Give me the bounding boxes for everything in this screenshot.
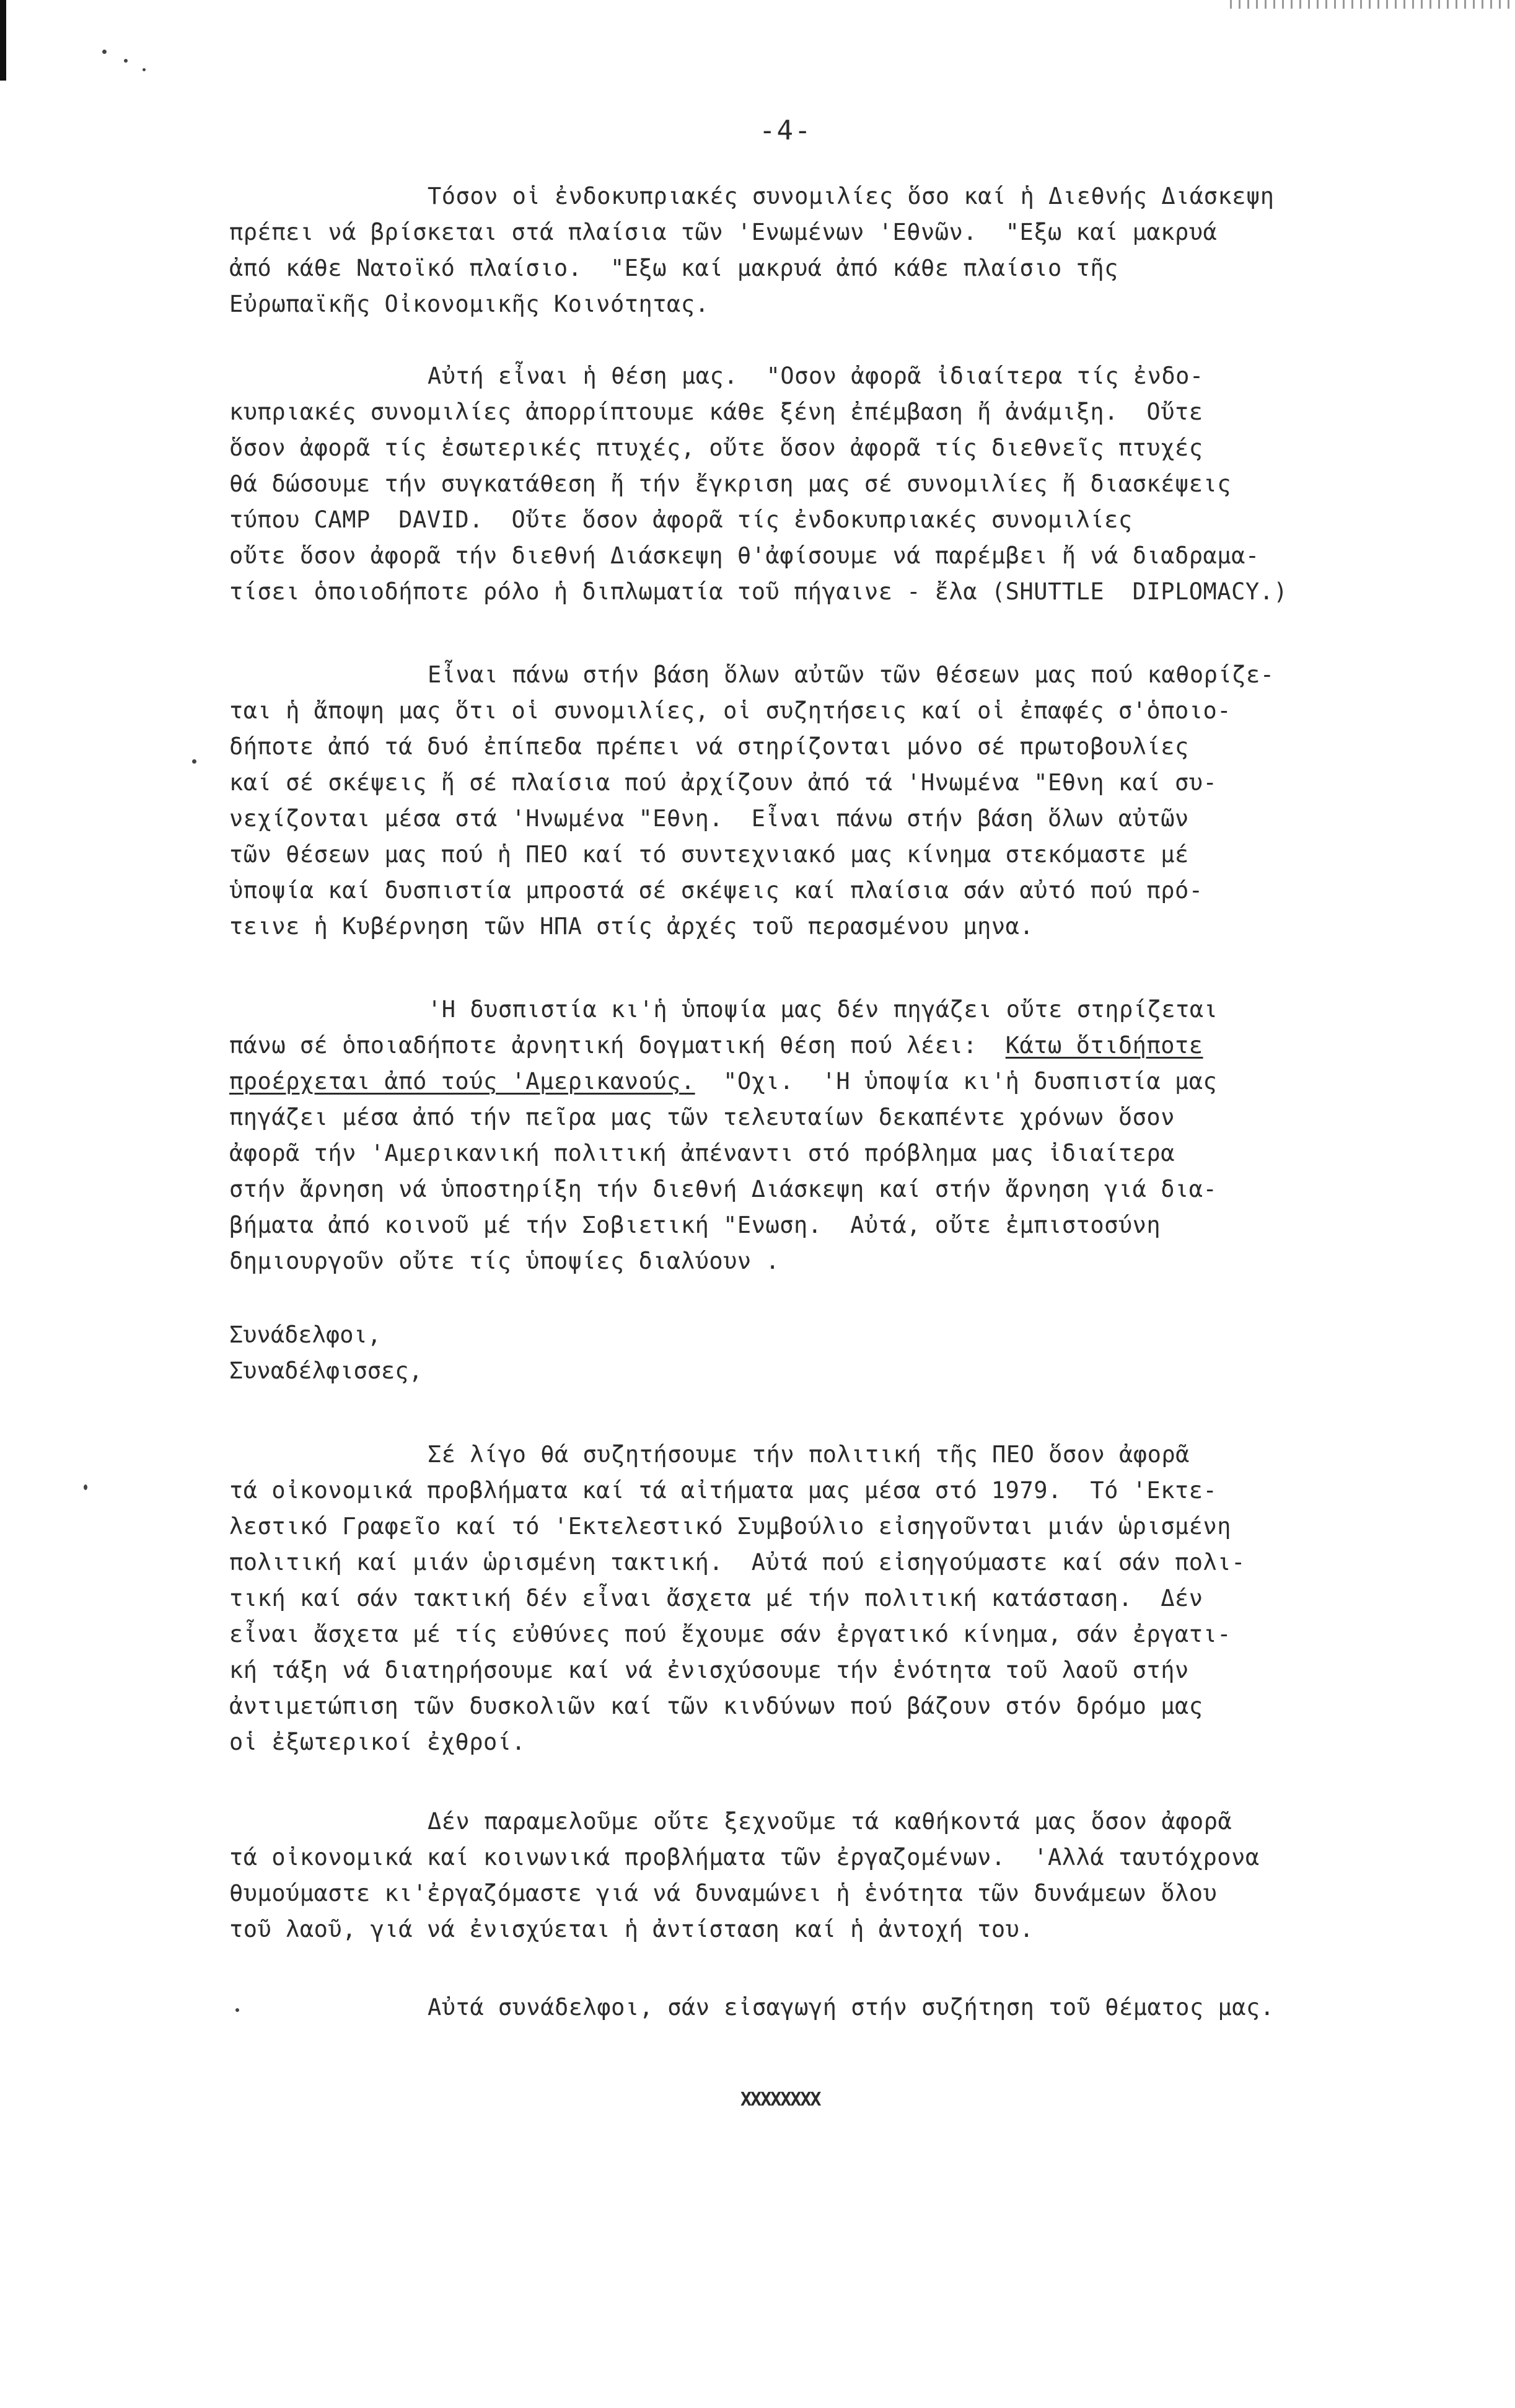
paragraph-2 [229, 358, 1382, 610]
paragraph-line: οὔτε ὅσον ἀφορᾶ τήν διεθνή Διάσκεψη θ'ἀφίσουμε νά παρέμβει ἤ νά διαδραμα- [229, 542, 1260, 569]
paragraph-line: βήματα ἀπό κοινοῦ μέ τήν Σοβιετική "Ενωση. Αὐτά, οὔτε ἐμπιστοσύνη [229, 1212, 1161, 1238]
paragraph-4 [229, 992, 1382, 1279]
paragraph-3 [229, 657, 1382, 945]
paragraph-line: δήποτε ἀπό τά δυό ἐπίπεδα πρέπει νά στηρίζονται μόνο σέ πρωτοβουλίες [229, 733, 1189, 760]
paragraph-1 [229, 179, 1382, 322]
paragraph-line: τύπου CAMP DAVID. Οὔτε ὅσον ἀφορᾶ τίς ἐνδοκυπριακές συνομιλίες [229, 506, 1133, 533]
paragraph-line: πηγάζει μέσα ἀπό τήν πεῖρα μας τῶν τελευταίων δεκαπέντε χρόνων ὅσον [229, 1104, 1175, 1131]
paragraph-line: τῶν θέσεων μας πού ἡ ΠΕΟ καί τό συντεχνιακό μας κίνημα στεκόμαστε μέ [229, 841, 1189, 868]
paragraph-line: ἀφορᾶ τήν 'Αμερικανική πολιτική ἀπέναντι στό πρόβλημα μας ἰδιαίτερα [229, 1140, 1175, 1167]
paragraph-line: κή τάξη νά διατηρήσουμε καί νά ἐνισχύσουμε τήν ἑνότητα τοῦ λαοῦ στήν [229, 1657, 1189, 1683]
underlined-quote: Κάτω ὅτιδήποτε [1005, 1032, 1203, 1059]
scan-speck [192, 759, 196, 764]
paragraph-line: εἶναι ἄσχετα μέ τίς εὐθύνες πού ἔχουμε σάν ἐργατικό κίνημα, σάν ἐργατι- [229, 1621, 1232, 1647]
scan-speck [143, 68, 146, 71]
paragraph-line: ὅσον ἀφορᾶ τίς ἐσωτερικές πτυχές, οὔτε ὅσον ἀφορᾶ τίς διεθνεῖς πτυχές [229, 434, 1203, 461]
paragraph-5 [229, 1437, 1382, 1760]
scan-edge-mark [0, 0, 6, 81]
paragraph-line: θά δώσουμε τήν συγκατάθεση ἤ τήν ἔγκριση μας σέ συνομιλίες ἤ διασκέψεις [229, 470, 1232, 497]
paragraph-line: 'Η δυσπιστία κι'ἡ ὑποψία μας δέν πηγάζει οὔτε στηρίζεται [428, 996, 1218, 1023]
paragraph-line: ἀντιμετώπιση τῶν δυσκολιῶν καί τῶν κινδύνων πού βάζουν στόν δρόμο μας [229, 1693, 1203, 1719]
paragraph-line: στήν ἄρνηση νά ὑποστηρίξη τήν διεθνή Διάσκεψη καί στήν ἄρνηση γιά δια- [229, 1176, 1218, 1202]
paragraph-line: πολιτική καί μιάν ὡρισμένη τακτική. Αὐτά πού εἰσηγούμαστε καί σάν πολι- [229, 1549, 1245, 1576]
paragraph-text: "Οχι. 'Η ὑποψία κι'ἡ δυσπιστία μας [695, 1068, 1218, 1095]
scan-speck [124, 59, 128, 63]
paragraph-line [229, 1028, 1382, 1064]
paragraph-line: ται ἡ ἄποψη μας ὅτι οἱ συνομιλίες, οἱ συζητήσεις καί οἱ ἐπαφές σ'ὁποιο- [229, 697, 1232, 724]
paragraph-line: οἱ ἐξωτερικοί ἐχθροί. [229, 1729, 526, 1755]
paragraph-text: πάνω σέ ὁποιαδήποτε ἀρνητική δογματική θέση πού λέει: [229, 1032, 1006, 1059]
salutation [229, 1317, 423, 1389]
paragraph-6 [229, 1804, 1382, 1947]
salutation-line: Συναδέλφισσες, [229, 1357, 423, 1384]
paragraph-line: Δέν παραμελοῦμε οὔτε ξεχνοῦμε τά καθήκοντά μας ὅσον ἀφορᾶ [428, 1808, 1232, 1835]
paragraph-line: καί σέ σκέψεις ἤ σέ πλαίσια πού ἀρχίζουν ἀπό τά 'Ηνωμένα "Εθνη καί συ- [229, 769, 1218, 796]
paragraph-line: ὑποψία καί δυσπιστία μπροστά σέ σκέψεις καί πλαίσια σάν αὐτό πού πρό- [229, 877, 1203, 904]
paragraph-line: Εὐρωπαϊκῆς Οἰκονομικῆς Κοινότητας. [229, 291, 709, 317]
salutation-line: Συνάδελφοι, [229, 1321, 382, 1348]
paragraph-line [229, 1064, 1382, 1100]
paragraph-line: τίσει ὁποιοδήποτε ρόλο ἡ διπλωματία τοῦ πήγαινε - ἔλα (SHUTTLE DIPLOMACY.) [229, 578, 1288, 605]
paragraph-line: τά οἰκονομικά προβλήματα καί τά αἰτήματα μας μέσα στό 1979. Τό 'Εκτε- [229, 1477, 1218, 1504]
paragraph-line: τική καί σάν τακτική δέν εἶναι ἄσχετα μέ τήν πολιτική κατάσταση. Δέν [229, 1585, 1203, 1612]
underlined-quote: προέρχεται ἀπό τούς 'Αμερικανούς. [229, 1068, 695, 1095]
paragraph-7 [229, 1990, 1382, 2026]
paragraph-line: θυμούμαστε κι'ἐργαζόμαστε γιά νά δυναμώνει ἡ ἑνότητα τῶν δυνάμεων ὅλου [229, 1880, 1218, 1907]
paragraph-line: Εἶναι πάνω στήν βάση ὅλων αὐτῶν τῶν θέσεων μας πού καθορίζε- [428, 661, 1275, 688]
paragraph-line: Αὐτή εἶναι ἡ θέση μας. "Οσον ἀφορᾶ ἰδιαίτερα τίς ἐνδο- [428, 363, 1204, 389]
scan-speck [84, 1484, 87, 1490]
paragraph-line: λεστικό Γραφεῖο καί τό 'Εκτελεστικό Συμβούλιο εἰσηγοῦνται μιάν ὡρισμένη [229, 1513, 1232, 1540]
scan-speck [102, 50, 107, 54]
page-number: -4- [759, 115, 812, 146]
end-mark: XXXXXXXX [740, 2089, 820, 2110]
paragraph-line: Σέ λίγο θά συζητήσουμε τήν πολιτική τῆς ΠΕΟ ὅσον ἀφορᾶ [428, 1441, 1190, 1468]
paragraph-line: ἀπό κάθε Νατοϊκό πλαίσιο. "Εξω καί μακρυά ἀπό κάθε πλαίσιο τῆς [229, 255, 1118, 281]
paragraph-line: τεινε ἡ Κυβέρνηση τῶν ΗΠΑ στίς ἀρχές τοῦ περασμένου μηνα. [229, 913, 1034, 940]
paragraph-line: πρέπει νά βρίσκεται στά πλαίσια τῶν 'Ενωμένων 'Εθνῶν. "Εξω καί μακρυά [229, 219, 1218, 245]
paragraph-line: τοῦ λαοῦ, γιά νά ἐνισχύεται ἡ ἀντίσταση καί ἡ ἀντοχή του. [229, 1916, 1034, 1943]
paragraph-line: κυπριακές συνομιλίες ἀπορρίπτουμε κάθε ξένη ἐπέμβαση ἤ ἀνάμιξη. Οὔτε [229, 399, 1203, 425]
scan-top-noise [1230, 0, 1515, 9]
paragraph-line: Αὐτά συνάδελφοι, σάν εἰσαγωγή στήν συζήτηση τοῦ θέματος μας. [428, 1994, 1275, 2021]
paragraph-line: δημιουργοῦν οὔτε τίς ὑποψίες διαλύουν . [229, 1248, 780, 1274]
paragraph-line: νεχίζονται μέσα στά 'Ηνωμένα "Εθνη. Εἶναι πάνω στήν βάση ὅλων αὐτῶν [229, 805, 1189, 832]
paragraph-line: Τόσον οἱ ἐνδοκυπριακές συνομιλίες ὅσο καί ἡ Διεθνής Διάσκεψη [428, 183, 1275, 209]
paragraph-line: τά οἰκονομικά καί κοινωνικά προβλήματα τῶν ἐργαζομένων. 'Αλλά ταυτόχρονα [229, 1844, 1260, 1871]
